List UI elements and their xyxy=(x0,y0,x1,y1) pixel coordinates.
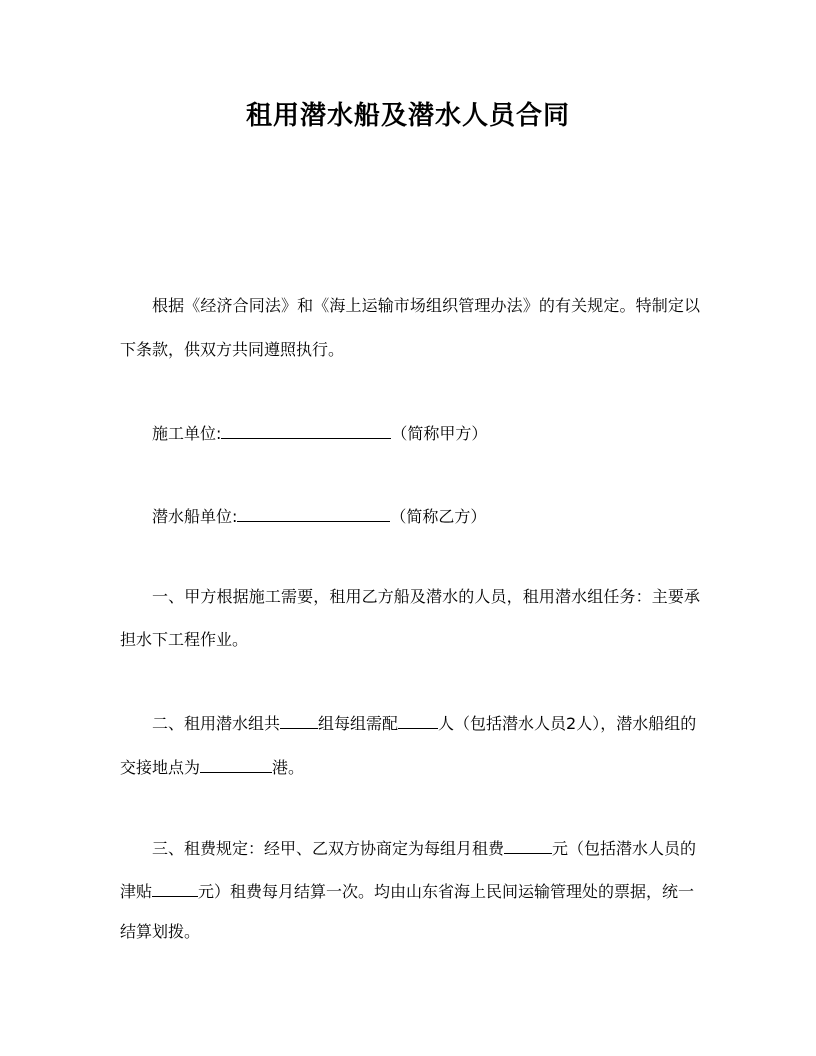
clause-2-line-1 xyxy=(152,710,700,736)
party-a-suffix: （简称甲方） xyxy=(391,424,488,443)
clause-2-text-c: 人（包括潜水人员2人），潜水船组的 xyxy=(438,714,697,733)
party-a-line xyxy=(152,420,700,446)
clause-3-text-c: 津贴 xyxy=(120,882,153,901)
clause-2-text-d: 交接地点为 xyxy=(120,758,201,777)
party-a-label: 施工单位: xyxy=(152,424,222,443)
intro-line-1: 根据《经济合同法》和《海上运输市场组织管理办法》的有关规定。特制定以 xyxy=(152,296,700,315)
clause-3-line-1 xyxy=(152,835,700,861)
clause-1-line-2: 担水下工程作业。 xyxy=(120,630,249,649)
party-a-blank[interactable] xyxy=(221,420,391,439)
clause-3-text-b: 元（包括潜水人员的 xyxy=(552,839,697,858)
clause-1-line-1: 一、甲方根据施工需要，租用乙方船及潜水的人员，租用潜水组任务：主要承 xyxy=(152,587,700,606)
clause-3-text-d: 元）租费每月结算一次。均由山东省海上民间运输管理处的票据，统一 xyxy=(198,882,695,901)
people-per-group-blank[interactable] xyxy=(398,710,438,729)
clause-2-text-e: 港。 xyxy=(272,758,305,777)
party-b-label: 潜水船单位: xyxy=(152,507,238,526)
allowance-blank[interactable] xyxy=(152,878,198,897)
intro-line-2: 下条款，供双方共同遵照执行。 xyxy=(120,340,345,359)
monthly-rent-blank[interactable] xyxy=(504,835,552,854)
party-b-blank[interactable] xyxy=(237,503,390,522)
clause-2-text-a: 二、租用潜水组共 xyxy=(152,714,281,733)
handover-port-blank[interactable] xyxy=(200,754,272,773)
group-count-blank[interactable] xyxy=(280,710,318,729)
clause-3-text-a: 三、租费规定：经甲、乙双方协商定为每组月租费 xyxy=(152,839,505,858)
clause-2-line-2 xyxy=(120,754,700,780)
clause-3-line-3: 结算划拨。 xyxy=(120,922,201,941)
clause-3-line-2 xyxy=(120,878,700,904)
party-b-suffix: （简称乙方） xyxy=(390,507,487,526)
party-b-line xyxy=(152,503,700,529)
clause-2-text-b: 组每组需配 xyxy=(318,714,399,733)
document-title: 租用潜水船及潜水人员合同 xyxy=(245,101,570,131)
